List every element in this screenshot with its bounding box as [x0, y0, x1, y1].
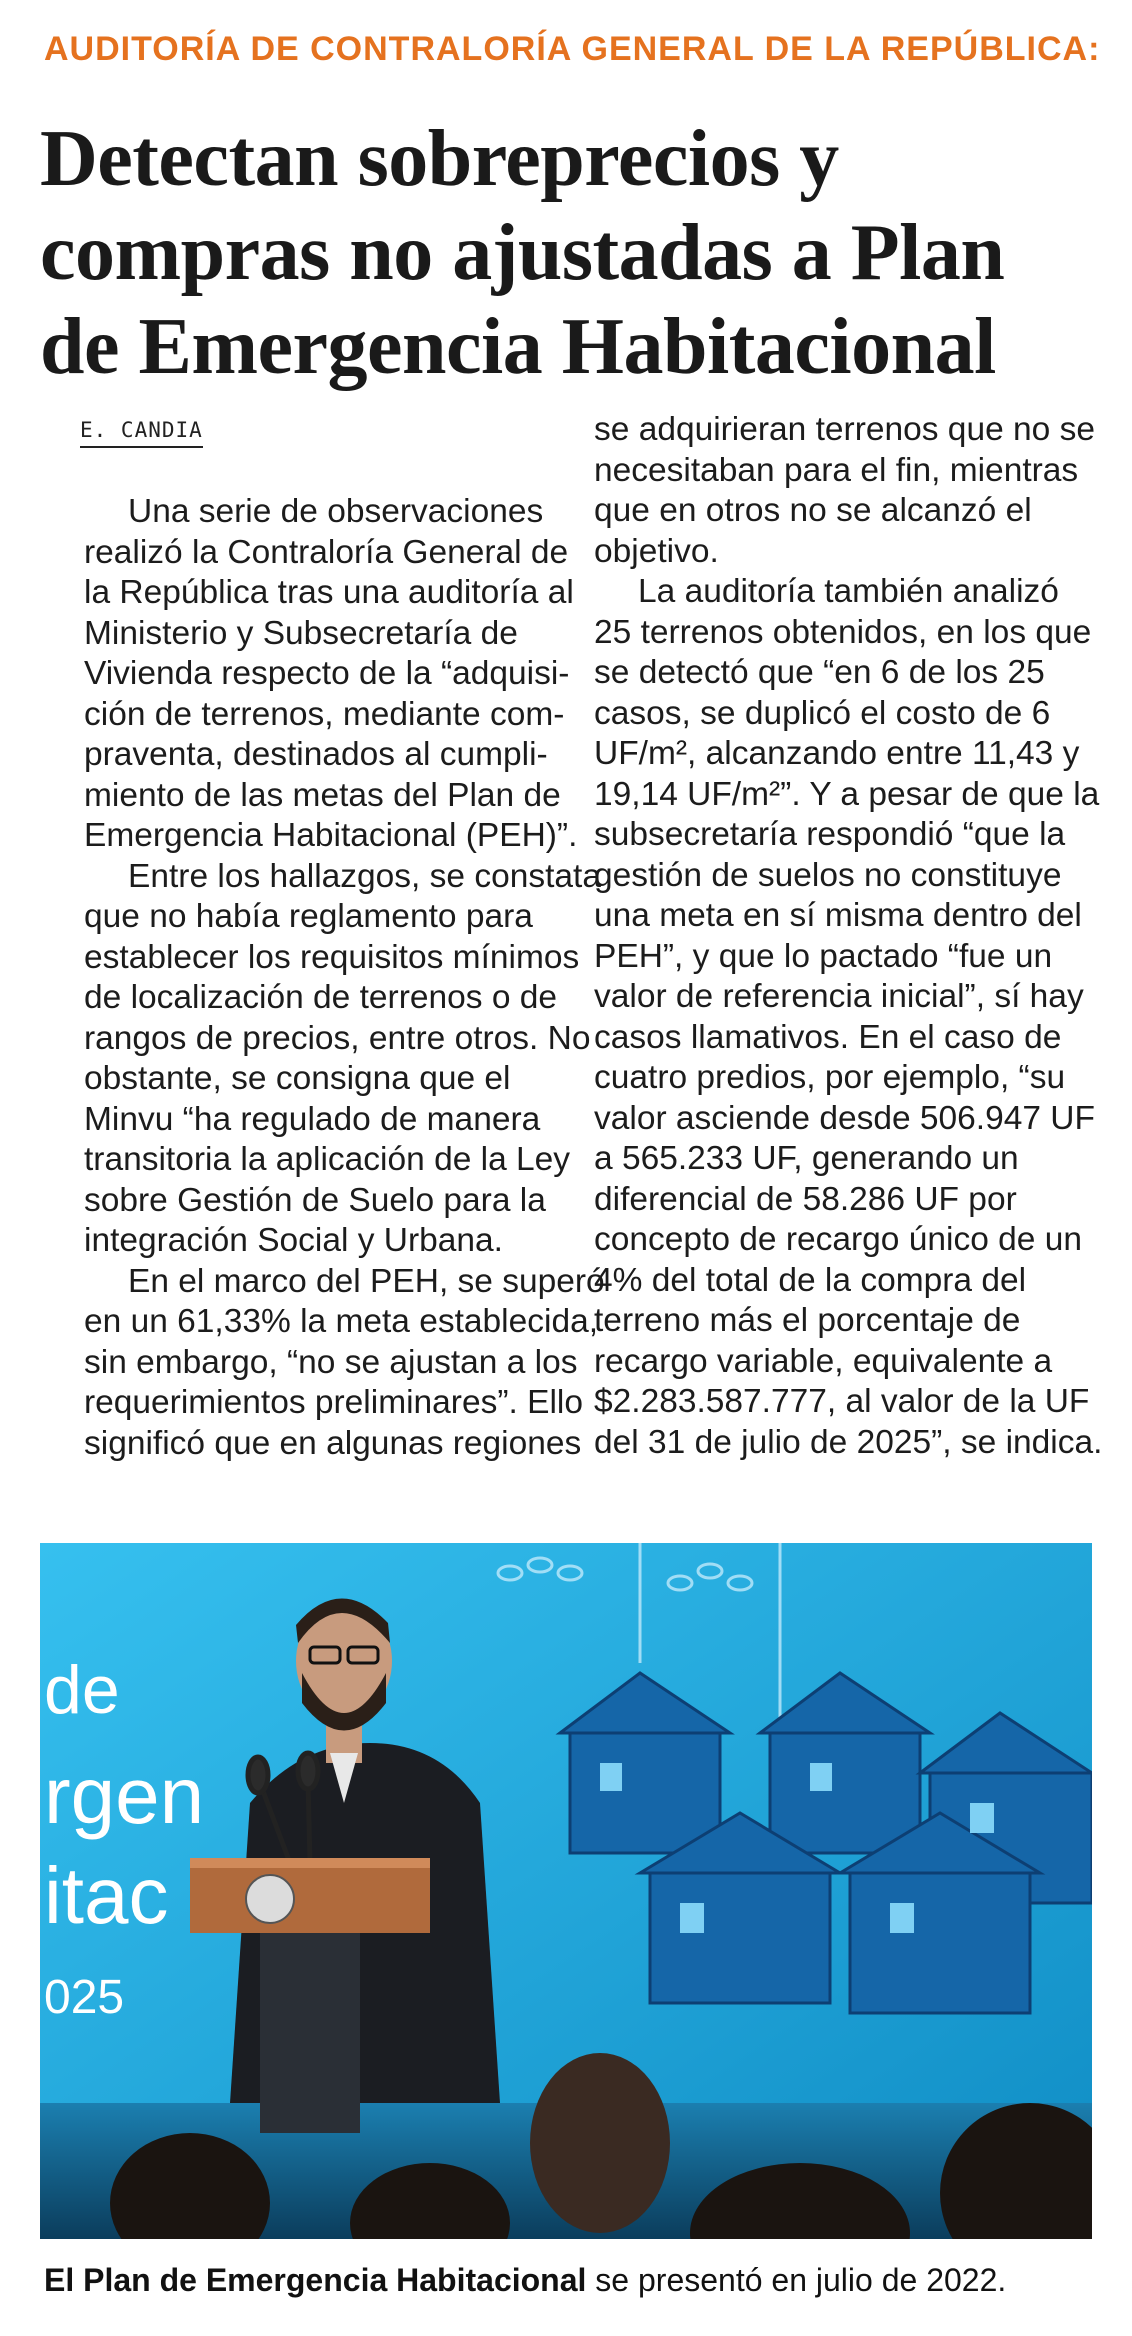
article-right-column — [594, 410, 1103, 1463]
article-line: En el marco del PEH, se superó — [128, 1262, 605, 1300]
article-line: Una serie de observaciones — [128, 493, 544, 530]
headline-line: compras no ajustadas a Plan — [40, 209, 1005, 297]
article-line: praventa, destinados al cumpli- — [84, 736, 548, 773]
headline-line: Detectan sobreprecios y — [40, 115, 839, 203]
article-line: realizó la Contraloría General de — [84, 533, 569, 571]
article-line: Minvu “ha regulado de manera — [84, 1100, 541, 1138]
article-line: se detectó que “en 6 de los 25 — [594, 654, 1045, 691]
article-line: La auditoría también analizó — [638, 573, 1059, 610]
article-line: la República tras una auditoría al — [84, 574, 574, 611]
article-line: subsecretaría respondió “que la — [594, 816, 1066, 853]
article-line: se adquirieran terrenos que no se — [594, 411, 1095, 448]
backdrop-text: de — [44, 1652, 120, 1728]
article-line: ción de terrenos, mediante com- — [84, 695, 565, 733]
article-line: a 565.233 UF, generando un — [594, 1140, 1019, 1177]
article-line: establecer los requisitos mínimos — [84, 938, 580, 976]
article-line: concepto de recargo único de un — [594, 1221, 1082, 1258]
article-line: terreno más el porcentaje de — [594, 1302, 1021, 1339]
article-line: sobre Gestión de Suelo para la — [84, 1181, 546, 1219]
photo-illustration — [40, 1543, 1092, 2239]
photo-caption — [44, 2262, 1006, 2299]
article-line: UF/m², alcanzando entre 11,43 y — [594, 735, 1080, 772]
article-line: Emergencia Habitacional (PEH)”. — [84, 817, 578, 854]
backdrop-text: 025 — [44, 1971, 125, 2024]
article-line: que en otros no se alcanzó el — [594, 492, 1032, 529]
article-line: valor de referencia inicial”, sí hay — [594, 978, 1084, 1015]
article-line: cuatro predios, por ejemplo, “su — [594, 1059, 1066, 1096]
article-line: gestión de suelos no constituye — [594, 856, 1062, 894]
article-line: objetivo. — [594, 532, 719, 570]
article-line: casos llamativos. En el caso de — [594, 1018, 1062, 1056]
kicker: AUDITORÍA DE CONTRALORÍA GENERAL DE LA REPÚBLICA: — [44, 30, 1101, 68]
backdrop-text: rgen — [44, 1751, 205, 1840]
article-line: obstante, se consigna que el — [84, 1060, 511, 1097]
article-line: Entre los hallazgos, se constata — [128, 857, 601, 895]
article-line: Vivienda respecto de la “adquisi- — [84, 655, 570, 692]
article-line: diferencial de 58.286 UF por — [594, 1180, 1017, 1218]
article-line: Ministerio y Subsecretaría de — [84, 614, 518, 652]
headline-line: de Emergencia Habitacional — [40, 303, 996, 391]
article-line: rangos de precios, entre otros. No — [84, 1019, 591, 1057]
article-line: en un 61,33% la meta establecida, — [84, 1303, 599, 1340]
article-line: valor asciende desde 506.947 UF — [594, 1099, 1095, 1137]
article-line: $2.283.587.777, al valor de la UF — [594, 1383, 1090, 1420]
article-line: sin embargo, “no se ajustan a los — [84, 1343, 578, 1381]
article-line: 19,14 UF/m²”. Y a pesar de que la — [594, 775, 1100, 813]
headline — [40, 112, 1100, 394]
backdrop-text: itac — [44, 1851, 169, 1940]
article-line: integración Social y Urbana. — [84, 1222, 503, 1259]
caption-bold: El Plan de Emergencia Habitacional — [44, 2262, 587, 2298]
article-line: PEH”, y que lo pactado “fue un — [594, 937, 1053, 975]
article-line: 25 terrenos obtenidos, en los que — [594, 613, 1092, 651]
podium-seal-icon — [246, 1875, 294, 1923]
article-line: transitoria la aplicación de la Ley — [84, 1141, 571, 1178]
article-line: requerimientos preliminares”. Ello — [84, 1384, 583, 1421]
article-line: una meta en sí misma dentro del — [594, 897, 1082, 934]
article-line: del 31 de julio de 2025”, se indica. — [594, 1423, 1103, 1461]
article-photo — [40, 1543, 1092, 2239]
byline: E. CANDIA — [80, 418, 203, 448]
article-line: de localización de terrenos o de — [84, 979, 558, 1016]
article-left-column — [84, 492, 605, 1464]
article-line: necesitaban para el fin, mientras — [594, 451, 1079, 489]
article-line: casos, se duplicó el costo de 6 — [594, 694, 1051, 732]
article-line: miento de las metas del Plan de — [84, 776, 561, 814]
caption-rest: se presentó en julio de 2022. — [586, 2262, 1007, 2298]
article-line: que no había reglamento para — [84, 898, 533, 935]
article-line: recargo variable, equivalente a — [594, 1342, 1053, 1380]
article-line: significó que en algunas regiones — [84, 1424, 582, 1462]
article-line: 4% del total de la compra del — [594, 1261, 1027, 1299]
